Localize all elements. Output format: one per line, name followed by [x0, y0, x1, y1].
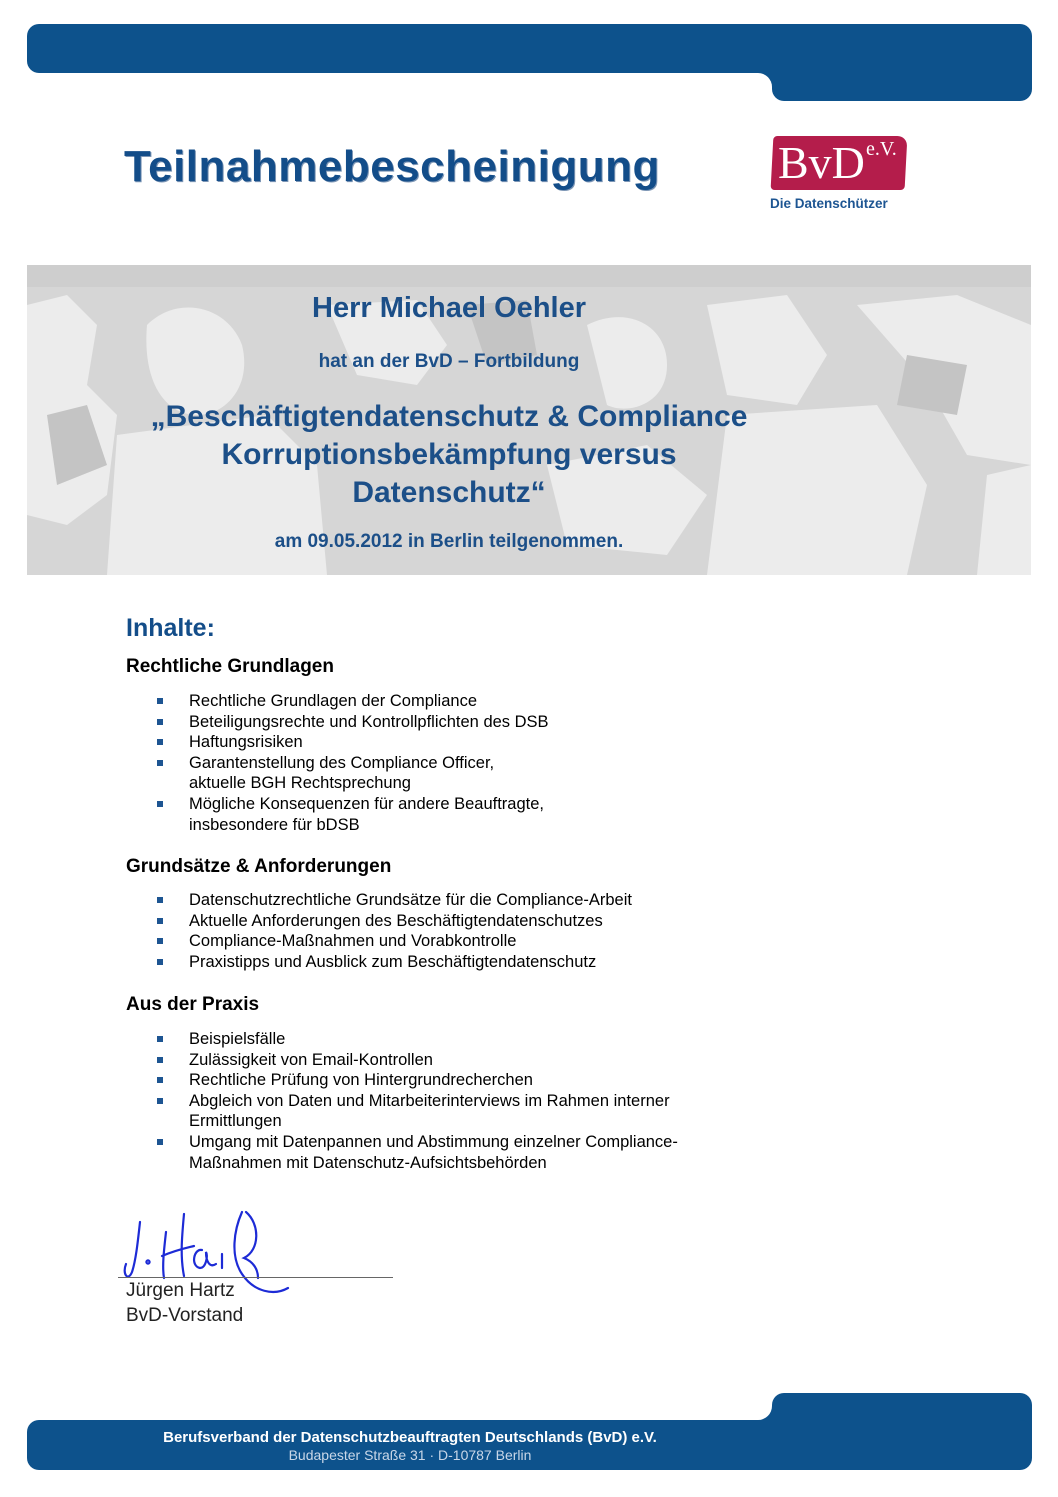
course-title-line: Korruptionsbekämpfung versus — [221, 438, 677, 471]
section-title: Rechtliche Grundlagen — [126, 656, 334, 677]
list-item: Rechtliche Prüfung von Hintergrundrecherchen — [157, 1070, 678, 1091]
course-title-line: „Beschäftigtendatenschutz & Compliance — [150, 400, 748, 433]
list-item: Garantenstellung des Compliance Officer, — [157, 753, 549, 774]
logo-brand: BvD — [778, 137, 865, 188]
list-item-continuation: Maßnahmen mit Datenschutz-Aufsichtsbehörden — [189, 1153, 547, 1172]
bvd-logo — [770, 136, 910, 216]
signer-role: BvD-Vorstand — [126, 1305, 244, 1326]
list-item: Zulässigkeit von Email-Kontrollen — [157, 1050, 678, 1071]
list-item-continuation: Ermittlungen — [189, 1112, 282, 1131]
section-list — [157, 890, 632, 972]
list-item: Umgang mit Datenpannen und Abstimmung einzelner Compliance- — [157, 1132, 678, 1153]
section-list — [157, 1029, 678, 1173]
list-item: Rechtliche Grundlagen der Compliance — [157, 691, 549, 712]
section-list — [157, 691, 549, 835]
list-item: Beteiligungsrechte und Kontrollpflichten des DSB — [157, 712, 549, 733]
list-item: Haftungsrisiken — [157, 732, 549, 753]
course-title-line: Datenschutz“ — [352, 476, 546, 509]
course-intro: hat an der BvD – Fortbildung — [318, 351, 580, 372]
section-title: Grundsätze & Anforderungen — [126, 856, 392, 877]
page-title: Teilnahmebescheinigung — [124, 142, 660, 191]
footer-bar-notch — [752, 1400, 772, 1420]
section-title: Aus der Praxis — [126, 994, 260, 1015]
list-item: Compliance-Maßnahmen und Vorabkontrolle — [157, 931, 632, 952]
participant-name: Herr Michael Oehler — [312, 292, 586, 324]
signature-block — [118, 1200, 418, 1340]
list-item: Praxistipps und Ausblick zum Beschäftigtendatenschutz — [157, 952, 632, 973]
list-item-continuation: aktuelle BGH Rechtsprechung — [189, 774, 411, 793]
list-item: Datenschutzrechtliche Grundsätze für die Compliance-Arbeit — [157, 890, 632, 911]
course-title — [27, 398, 951, 512]
list-item: Aktuelle Anforderungen des Beschäftigtendatenschutzes — [157, 911, 632, 932]
signer-name: Jürgen Hartz — [126, 1280, 235, 1301]
attendance-date: am 09.05.2012 in Berlin teilgenommen. — [274, 531, 624, 552]
footer-address: Budapester Straße 31 · D-10787 Berlin — [288, 1447, 532, 1463]
list-item-continuation: insbesondere für bDSB — [189, 815, 360, 834]
list-item: Abgleich von Daten und Mitarbeiterinterviews im Rahmen interner — [157, 1091, 678, 1112]
footer-organization: Berufsverband der Datenschutzbeauftragten Deutschlands (BvD) e.V. — [163, 1429, 657, 1446]
list-item: Beispielsfälle — [157, 1029, 678, 1050]
list-item: Mögliche Konsequenzen für andere Beauftragte, — [157, 794, 549, 815]
contents-heading: Inhalte: — [126, 614, 215, 642]
header-bar-tab — [772, 55, 1032, 101]
logo-suffix: e.V. — [866, 138, 897, 160]
signature-line — [118, 1277, 393, 1278]
logo-tagline: Die Datenschützer — [770, 196, 888, 211]
certificate-banner — [27, 265, 1031, 575]
header-bar-notch — [752, 73, 772, 93]
